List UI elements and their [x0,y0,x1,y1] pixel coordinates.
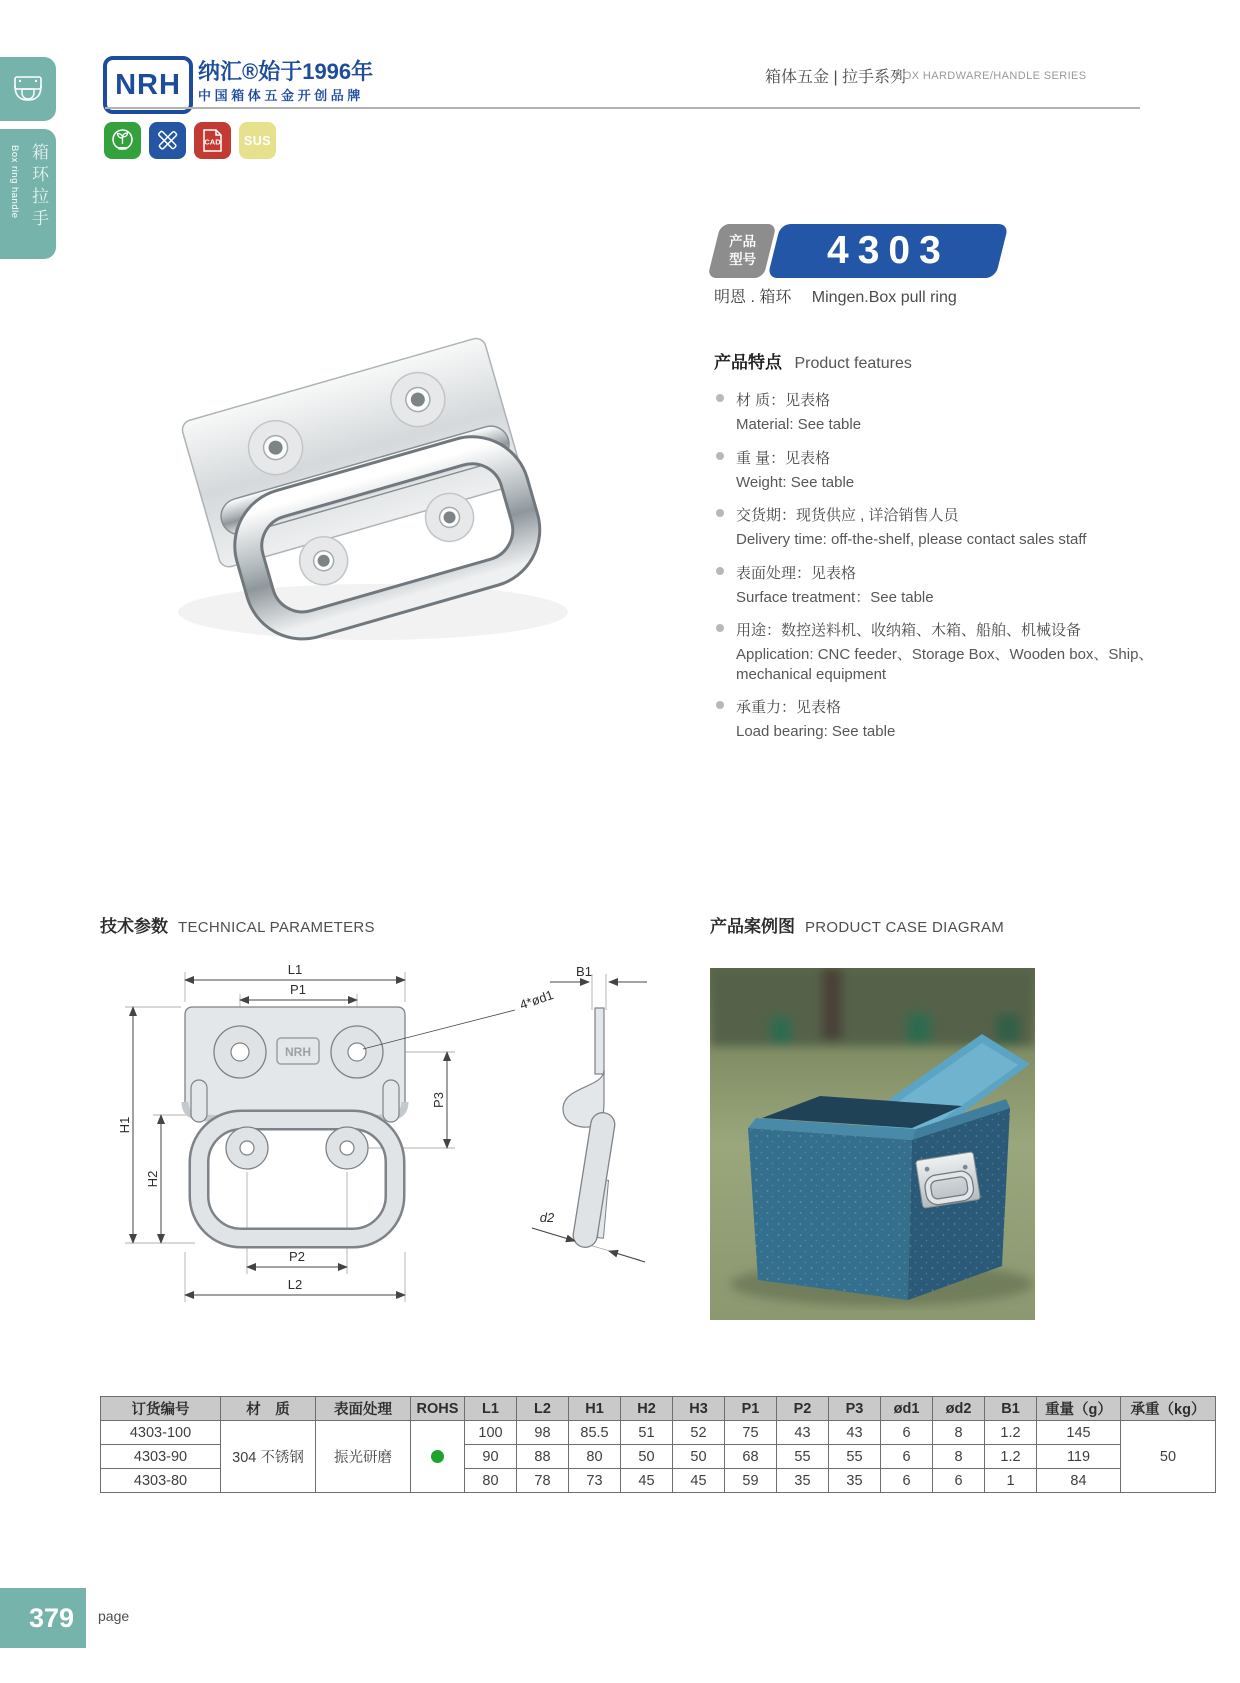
table-row: 4303-100 304 不锈钢 振光研磨 100 98 85.5 51 52 75 43 43 6 8 1.2 145 50 [101,1421,1216,1445]
series-title-en: BOX HARDWARE/HANDLE SERIES [895,70,1087,82]
sku-cell: 4303-100 [101,1421,221,1445]
box-handle-icon [11,74,45,104]
sku-cell: 4303-80 [101,1469,221,1493]
tech-parameters-title: 技术参数 TECHNICAL PARAMETERS [100,917,375,936]
case-diagram-title: 产品案例图 PRODUCT CASE DIAGRAM [710,917,1005,936]
spec-table [100,1396,1216,1493]
product-features [714,348,1162,754]
brand-slogan-line1: 纳汇®始于1996年 [198,59,374,84]
dim-P1: P1 [290,982,306,997]
dim-P3: P3 [431,1092,446,1108]
dim-H1: H1 [117,1116,132,1134]
case-photo [710,968,1035,1320]
cad-label: CAD [204,137,221,147]
table-row: 4303-90 90 88 80 50 50 68 55 55 6 8 1.2 119 [101,1445,1216,1469]
features-title-cn: 产品特点 [714,353,782,372]
series-title-cn: 箱体五金 | 拉手系列 [765,69,907,86]
surface-cell: 振光研磨 [316,1421,411,1493]
nrh-logo [103,56,193,114]
features-title-en: Product features [794,355,912,372]
nrh-stamp: NRH [285,1045,311,1059]
rohs-cell [411,1421,465,1493]
dim-L2: L2 [287,1277,303,1292]
model-tag-line1: 产品 [728,234,756,250]
product-name-cn: 明恩 . 箱环 [714,289,792,306]
nrh-logo-text: NRH [115,68,181,101]
model-tag-line2: 型号 [728,252,756,267]
sus-badge [239,122,276,159]
dim-d2: d2 [539,1210,555,1225]
page-number-badge [0,1588,86,1648]
load-cell: 50 [1121,1421,1216,1493]
header-divider [105,107,1140,109]
page-label: page [98,1608,130,1624]
cad-file-icon [194,122,231,159]
sidebar-category-tab [0,57,56,121]
model-number: 4303 [826,229,950,272]
dim-holes: 4*ød1 [517,987,556,1013]
model-tag [707,224,776,278]
table-header-row: 订货编号 材 质 表面处理 ROHS L1 L2 H1 H2 H3 P1 P2 P3 ød1 ød2 B1 重量（g） 承重（kg） [101,1397,1216,1421]
dim-P2: P2 [289,1249,305,1264]
dim-L1: L1 [287,962,303,977]
product-photo [138,282,608,677]
certification-badges [104,122,276,159]
feature-item: 重 量：见表格 Weight: See table [714,447,1162,493]
tools-icon [149,122,186,159]
front-view [185,1007,405,1238]
brand-slogan-line2: 中国箱体五金开创品牌 [198,88,365,103]
sidebar-label-cn: 箱环拉手 [29,143,48,231]
feature-item: 表面处理：见表格 Surface treatment：See table [714,562,1162,608]
dim-H2: H2 [145,1170,160,1188]
sku-cell: 4303-90 [101,1445,221,1469]
product-name-en: Mingen.Box pull ring [811,289,957,306]
material-cell: 304 不锈钢 [221,1421,316,1493]
feature-item: 承重力：见表格 Load bearing: See table [714,696,1162,742]
feature-item: 用途：数控送料机、收纳箱、木箱、船舶、机械设备 Application: CNC feeder、Storage Box、Wooden box、Ship、mechanical equipment [714,619,1162,684]
sus-label: SUS [243,133,272,148]
product-name [714,284,957,307]
technical-drawing [95,952,680,1327]
sidebar-section-tab [0,129,56,259]
table-row: 4303-80 80 78 73 45 45 59 35 35 6 6 1 84 [101,1469,1216,1493]
page-number: 379 [28,1602,74,1633]
feature-item: 材 质：见表格 Material: See table [714,389,1162,435]
eco-icon [104,122,141,159]
box-handle [916,1152,981,1208]
feature-item: 交货期：现货供应 , 详洽销售人员 Delivery time: off-the-shelf, please contact sales staff [714,504,1162,550]
model-number-banner [767,224,1008,278]
sidebar-label-en: Box ring handle [9,145,20,219]
rohs-dot [430,1449,445,1464]
dim-B1: B1 [576,964,592,979]
side-view [563,1008,616,1249]
